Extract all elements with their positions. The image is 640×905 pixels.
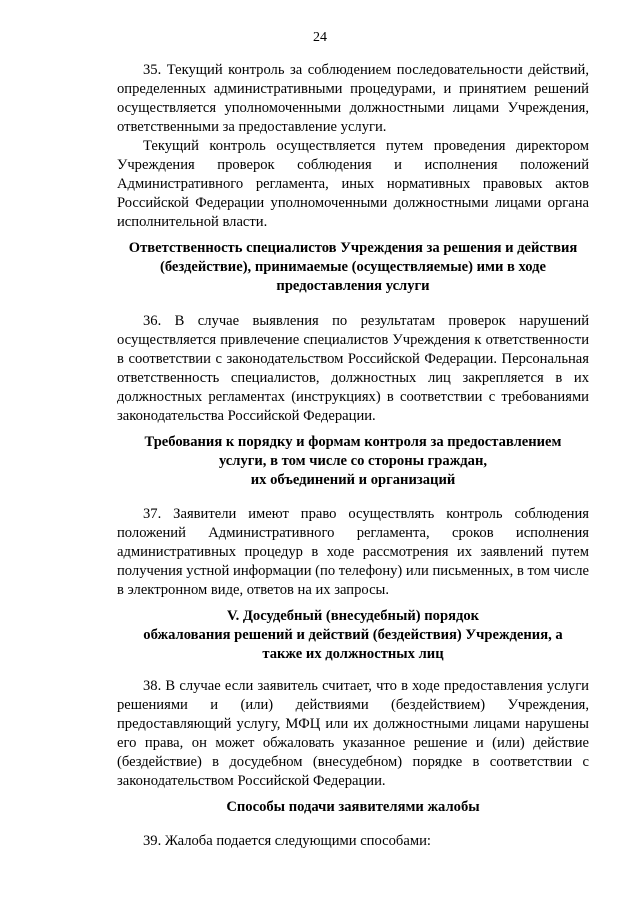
paragraph-38	[117, 677, 589, 791]
section-heading-control-requirements	[110, 433, 596, 490]
paragraph-36	[117, 312, 589, 426]
heading-line: также их должностных лиц	[262, 646, 444, 662]
heading-line: обжалования решений и действий (бездействия) Учреждения, а	[143, 627, 563, 643]
paragraph-35b-text: Текущий контроль осуществляется путем проведения директором Учреждения проверок соблюдения и исполнения положений Административного регламента, иных нормативных правовых актов Российской Федерации уполномоченными должностными лицами органа исполнительной власти.	[117, 138, 589, 230]
paragraph-38-text: 38. В случае если заявитель считает, что в ходе предоставления услуги решениями и (или) действиями (бездействием) Учреждения, предоставляющий услугу, МФЦ или их должностными лицами нарушены его права, он может обжаловать указанное решение и (или) действие (бездействие) в досудебном (внесудебном) порядке в соответствии с законодательством Российской Федерации.	[117, 678, 589, 789]
heading-line: (бездействие), принимаемые (осуществляемые) ими в ходе	[159, 259, 547, 275]
paragraph-39-text: 39. Жалоба подается следующими способами:	[143, 833, 431, 849]
heading-line: Ответственность специалистов Учреждения за решения и действия	[128, 240, 578, 256]
heading-line: Требования к порядку и формам контроля за предоставлением	[144, 434, 562, 450]
page-number: 24	[313, 30, 327, 45]
section-heading-responsibility	[110, 239, 596, 296]
paragraph-35-continued	[117, 137, 589, 232]
paragraph-39	[117, 832, 589, 851]
paragraph-35	[117, 61, 589, 137]
paragraph-35-text: 35. Текущий контроль за соблюдением последовательности действий, определенных административными процедурами, и принятием решений осуществляется уполномоченными должностными лицами Учреждения, ответственными за предоставление услуги.	[117, 62, 589, 135]
paragraph-36-text: 36. В случае выявления по результатам проверок нарушений осуществляется привлечение специалистов Учреждения к ответственности в соответствии с законодательством Российской Федерации. Персональная ответственность специалистов, должностных лиц закрепляется в их должностных регламентах (инструкциях) в соответствии с требованиями законодательства Российской Федерации.	[117, 313, 589, 424]
heading-line: услуги, в том числе со стороны граждан,	[218, 453, 488, 469]
paragraph-37-text: 37. Заявители имеют право осуществлять контроль соблюдения положений Административного регламента, сроков исполнения административных процедур в ходе рассмотрения их заявлений путем получения устной информации (по телефону) или письменных, в том числе в электронном виде, ответов на их запросы.	[117, 506, 589, 598]
paragraph-37	[117, 505, 589, 600]
section-heading-complaint-methods	[110, 798, 596, 817]
heading-line: их объединений и организаций	[250, 472, 456, 488]
heading-line: V. Досудебный (внесудебный) порядок	[226, 608, 480, 624]
heading-line: Способы подачи заявителями жалобы	[226, 799, 480, 815]
heading-line: предоставления услуги	[276, 278, 430, 294]
section-heading-pretrial-appeal	[110, 607, 596, 664]
